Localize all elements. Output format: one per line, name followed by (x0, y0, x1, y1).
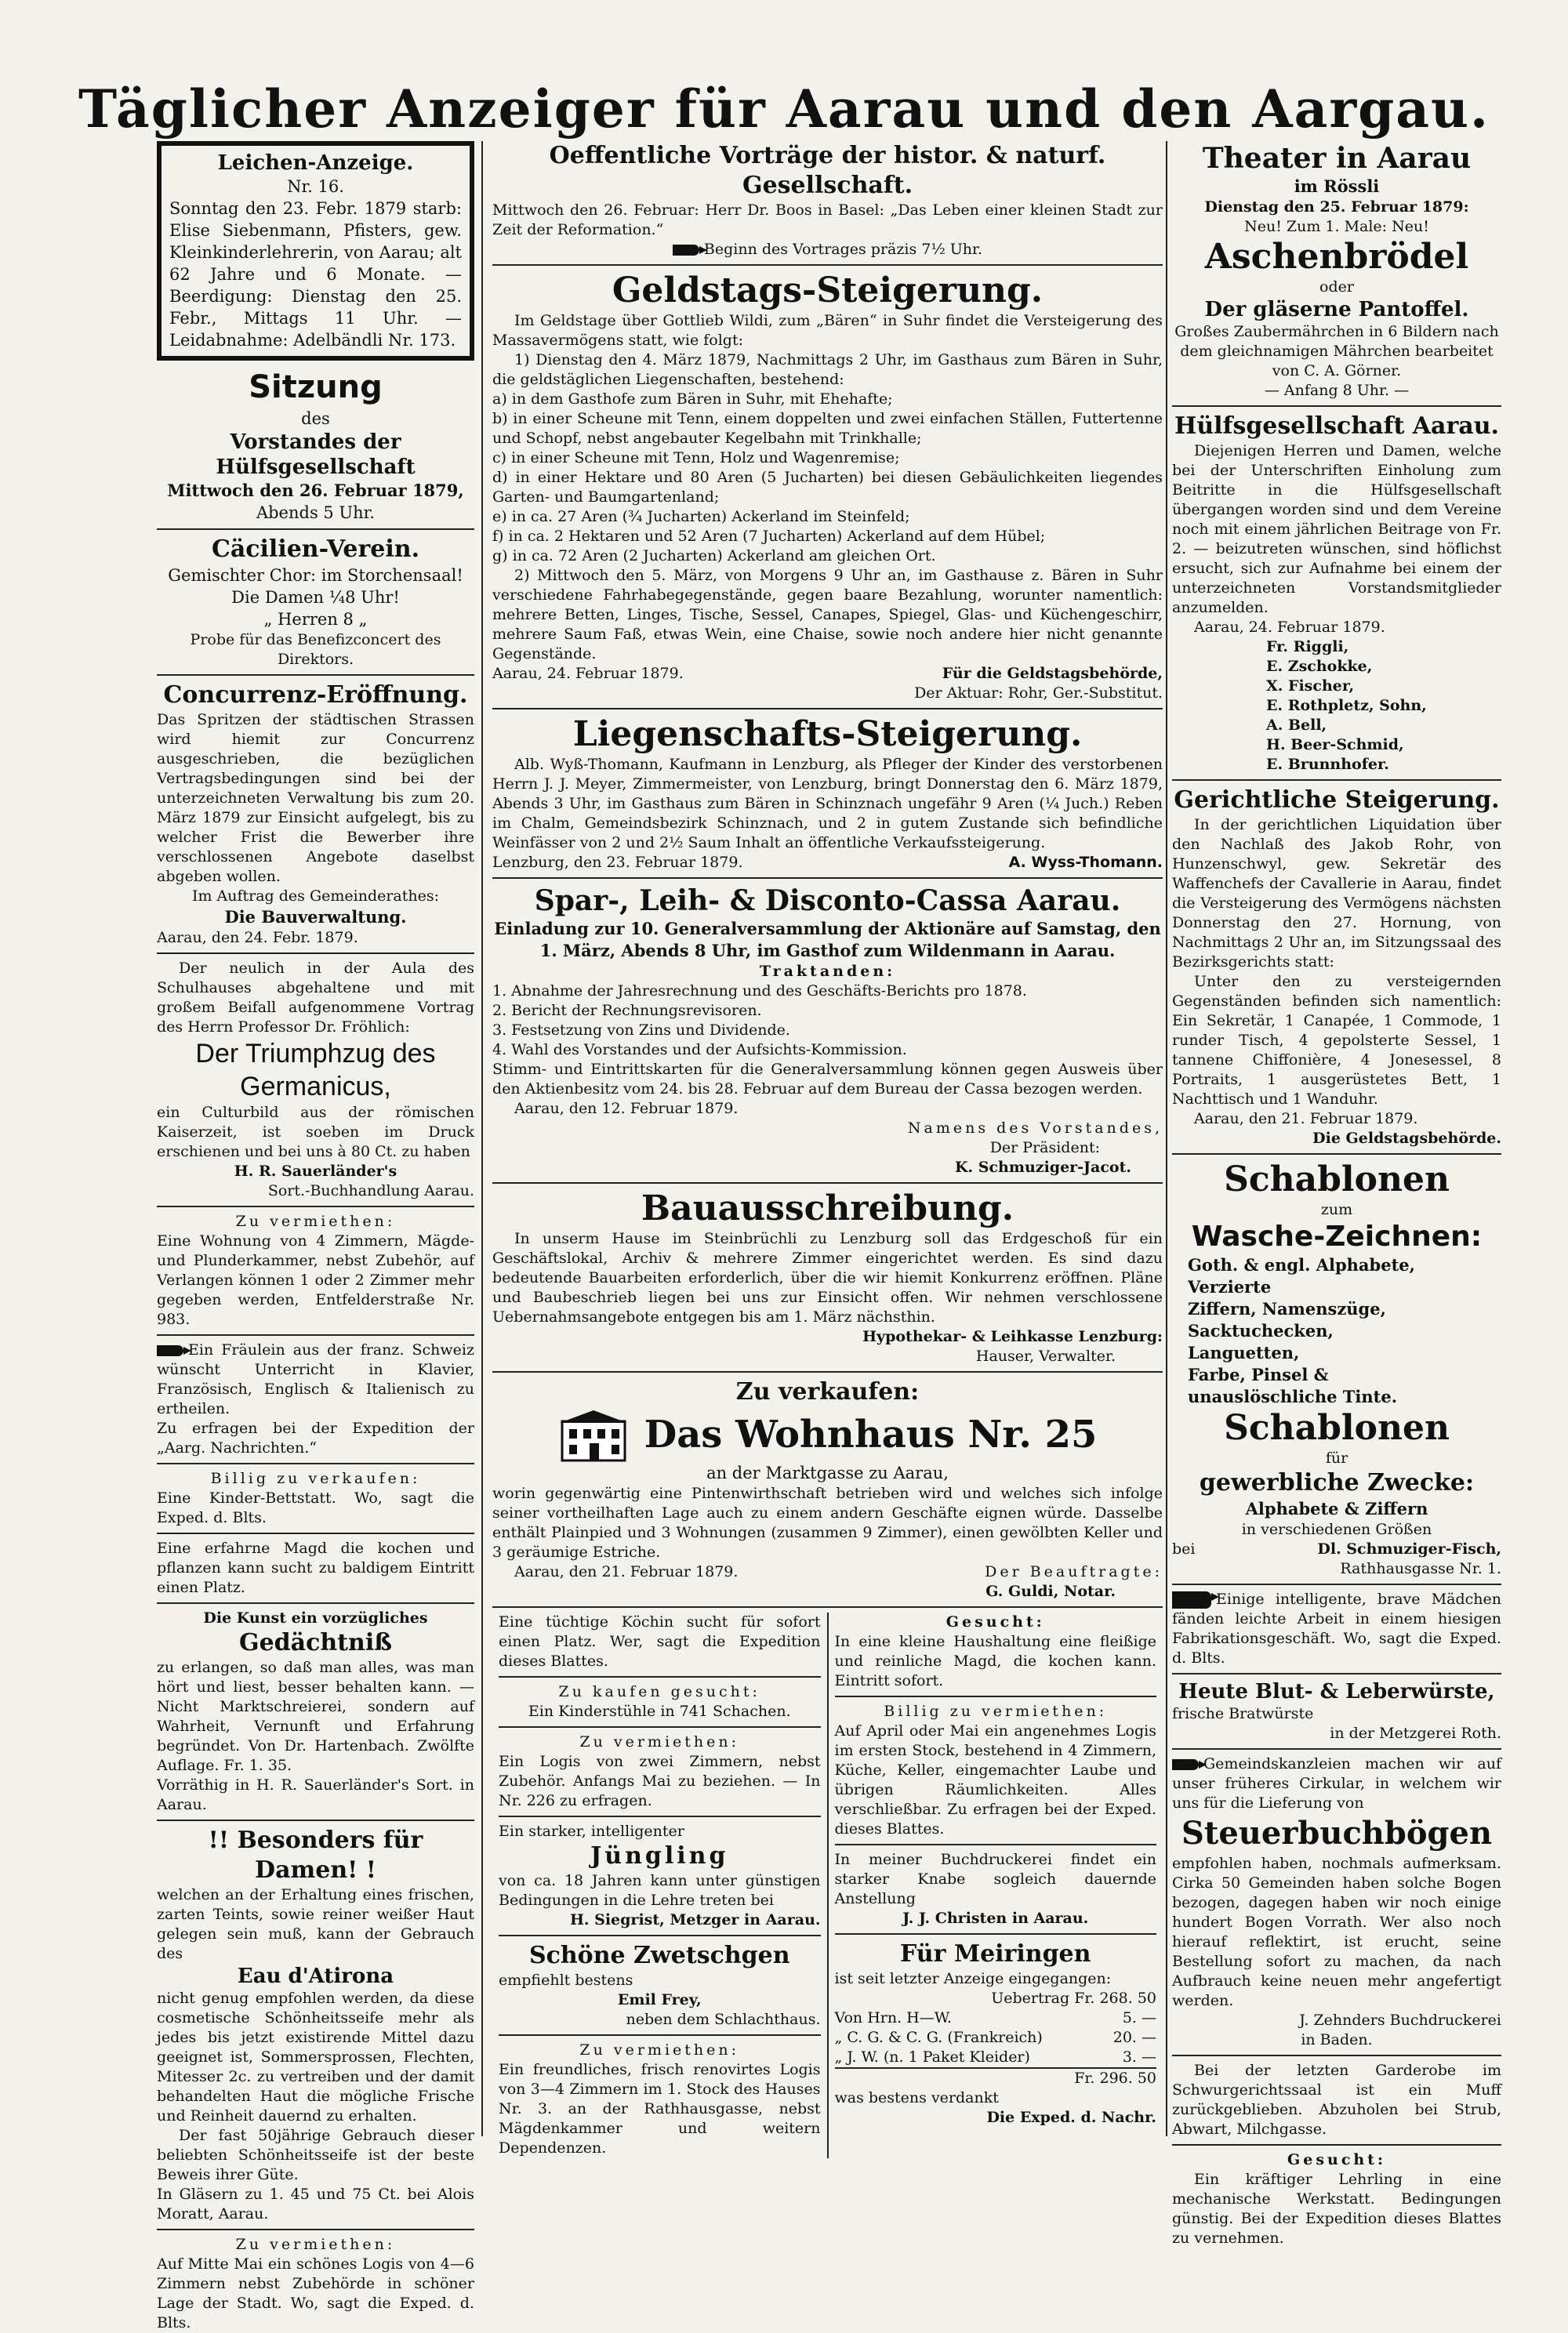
theater-text: Großes Zaubermährchen in 6 Bildern nach dem gleichnamigen Mährchen bearbeitet von C. A. Görner. (1174, 323, 1499, 379)
theater-sub2: Der gläserne Pantoffel. (1204, 298, 1469, 321)
theater-oder: oder (1319, 278, 1354, 296)
meiringen-uebertrag: Uebertrag Fr. 268. 50 (991, 1990, 1156, 2007)
pointing-hand-icon (1172, 1759, 1199, 1770)
schablonen-fuer: für (1325, 1450, 1348, 1467)
theater-ad (1172, 141, 1501, 401)
meiringen-text: ist seit letzter Anzeige eingegangen: (834, 1970, 1112, 1987)
damen-ad (157, 1826, 474, 2224)
caecilien-l1: Gemischter Chor: im Storchensaal! (168, 566, 463, 585)
theater-neu: Neu! Zum 1. Male: Neu! (1244, 218, 1429, 235)
meiringen-donor: „ C. G. & C. G. (Frankreich) (834, 2029, 1043, 2046)
spar-item: 4. Wahl des Vorstandes und der Aufsichts-Kommission. (492, 1041, 907, 1058)
divider (492, 1371, 1163, 1373)
triumph-sig2: Sort.-Buchhandlung Aarau. (267, 1182, 474, 1199)
steuer-sig: J. Zehnders Buchdruckerei (1299, 2012, 1501, 2029)
huelfs-names (1172, 637, 1501, 775)
spar-trakt: Traktanden: (759, 963, 896, 980)
pointing-hand-icon (673, 245, 699, 256)
schablonen-wasche: Wasche-Zeichnen: (1191, 1221, 1483, 1253)
caecilien-ad (157, 535, 474, 669)
maedchen-text: Einige intelligente, brave Mädchen fänden leichte Arbeit in einem hiesigen Fabrikationsgeschäft. Wo, sagt die Exped. d. Blts. (1172, 1591, 1501, 1667)
sitzung-time: Abends 5 Uhr. (256, 503, 376, 522)
liegenschaft-sig: A. Wyss-Thomann. (1008, 854, 1163, 871)
schablonen-line: Ziffern, Namenszüge, (1188, 1299, 1386, 1319)
wuerste-l3: in der Metzgerei Roth. (1330, 1725, 1501, 1742)
concurrenz-auftrag: Im Auftrag des Gemeinderathes: (191, 887, 440, 905)
divider (492, 264, 1163, 266)
wohnhaus-beauftr: Der Beauftragte: (985, 1563, 1163, 1580)
fraeulein-erfragen: Zu erfragen bei der Expedition der „Aarg. Nachrichten.“ (157, 1420, 474, 1457)
billig-head: Billig zu verkaufen: (210, 1470, 421, 1487)
spar-item: 1. Abnahme der Jahresrechnung und des Geschäfts-Berichts pro 1878. (492, 982, 1027, 1000)
billig2-head: Billig zu vermiethen: (884, 1703, 1108, 1720)
verm2-head: Zu vermiethen: (579, 2041, 740, 2059)
meiringen-amount: 5. — (1122, 2009, 1156, 2026)
geldstag-item: b) in einer Scheune mit Tenn, einem doppelten und zwei einfachen Ställen, Futtertenne und Schopf, nebst angebauter Kegelbahn mit Trinkhalle; (492, 410, 1163, 447)
bau-title: Bauausschreibung. (641, 1188, 1014, 1228)
caecilien-l2: Die Damen ¼8 Uhr! (231, 588, 400, 607)
bau-sig: Hauser, Verwalter. (975, 1348, 1116, 1365)
wohnhaus-date: Aarau, den 21. Februar 1879. (514, 1563, 739, 1580)
column-middle (492, 141, 1163, 2157)
theater-title: Theater in Aarau (1202, 142, 1472, 175)
divider (1172, 779, 1501, 781)
schablonen-lines (1172, 1254, 1501, 1408)
schablonen-bei: bei (1172, 1540, 1196, 1558)
huelfs-title: Hülfsgesellschaft Aarau. (1174, 412, 1499, 440)
schablonen-alpha: Alphabete & Ziffern (1245, 1499, 1428, 1518)
huelfs-name: E. Rothpletz, Sohn, (1266, 697, 1427, 714)
wohnhaus-ad (492, 1377, 1163, 1602)
spar-items (492, 981, 1163, 1060)
steuer-intro: Gemeindskanzleien machen wir auf unser früheres Cirkular, in welchem wir uns für die Lieferung von (1172, 1755, 1501, 1812)
gesucht-head: Gesucht: (946, 1613, 1045, 1631)
wohnhaus-sig: G. Guldi, Notar. (985, 1583, 1116, 1600)
juengling-pre: Ein starker, intelligenter (499, 1823, 684, 1840)
meiringen-amount: 20. — (1112, 2029, 1156, 2046)
sitzung-ad (157, 367, 474, 524)
leichen-title: Leichen-Anzeige. (217, 151, 414, 175)
column-right (1172, 141, 1501, 2247)
schablonen-addr: Rathhausgasse Nr. 1. (1340, 1560, 1501, 1577)
triumph-intro: Der neulich in der Aula des Schulhauses abgehaltene und mit großem Beifall aufgenommene Vortrag des Herrn Professor Dr. Fröhlich: (157, 960, 474, 1036)
gedaechtnis-text: zu erlangen, so daß man alles, was man hört und liest, besser behalten kann. — Nicht Marktschreierei, sondern auf Wahrheit, Vernunft und Erfahrung begründet. Von Dr. Hartenbach. Zwölfte Auflage. Fr. 1. 35. (157, 1659, 474, 1774)
meiringen-sig: Die Exped. d. Nachr. (986, 2109, 1156, 2126)
liegenschaft-text: Alb. Wyß-Thomann, Kaufmann in Lenzburg, als Pfleger der Kinder des verstorbenen Herrn J. J. Meyer, Zimmermeister, von Lenzburg, bringt Donnerstag den 6. März 1879, Abends 3 Uhr, im Gasthaus zum Bären in Schinznach ungefähr 9 Aren (¼ Juch.) Reben im Chalm, Gemeindsbezirk Schinznach, und 2 in gutem Zustande sich befindliche Weinfässer von 2 und 2½ Saum Inhalt an öffentliche Verkaufssteigerung. (492, 756, 1163, 851)
steuer-title: Steuerbuchbögen (1181, 1815, 1493, 1852)
verm-head: Zu vermiethen: (579, 1733, 740, 1751)
verm2-text: Ein freundliches, frisch renovirtes Logis von 3—4 Zimmern im 1. Stock des Hauses Nr. 3. an der Rathhausgasse, nebst Mägdenkammer und weitern Dependenzen. (499, 2061, 821, 2157)
huelfs-name: E. Brunnhofer. (1266, 756, 1389, 773)
divider (1172, 1584, 1501, 1585)
lehrling-ad (1172, 2150, 1501, 2248)
geldstag-item: g) in ca. 72 Aren (2 Jucharten) Ackerland am gleichen Ort. (492, 547, 936, 564)
column-rule-1 (481, 141, 483, 2136)
schablonen-line: Goth. & engl. Alphabete, (1188, 1255, 1415, 1275)
schablonen-line: Sacktuchecken, (1188, 1321, 1334, 1341)
schablonen-line: Verzierte (1188, 1277, 1272, 1297)
geldstag-item: a) in dem Gasthofe zum Bären in Suhr, mit Ehehafte; (492, 390, 893, 408)
gedaechtnis-vorr: Vorräthig in H. R. Sauerländer's Sort. in Aarau. (157, 1776, 474, 1813)
leichen-anzeige (157, 141, 474, 361)
caecilien-title: Cäcilien-Verein. (211, 535, 420, 563)
concurrenz-text: Das Spritzen der städtischen Strassen wird hiemit zur Concurrenz ausgeschrieben, die bezüglichen Vertragsbedingungen sind bei der unterzeichneten Verwaltung bis zum 20. März 1879 zur Einsicht aufgelegt, bis zu welcher Frist die Bewerber ihre verschlossenen Angebote daselbst abgeben wollen. (157, 711, 474, 885)
koechin-ad: Eine tüchtige Köchin sucht für sofort einen Platz. Wer, sagt die Expedition dieses Blattes. (499, 1613, 821, 1670)
steuer-text: empfohlen haben, nochmals aufmerksam. Cirka 50 Gemeinden haben solche Bogen bezogen, dagegen haben wir noch einige hundert Bogen Vorrath. Wer also noch hierauf reflektirt, ist erucht, seine Bestellung sofort zu machen, da nach Aufbrauch keine neuen mehr angefertigt werden. (1172, 1855, 1501, 2009)
juengling-text: von ca. 18 Jahren kann unter günstigen Bedingungen in die Lehre treten bei (499, 1872, 821, 1909)
damen-text2: nicht genug empfohlen werden, da diese cosmetische Schönheitsseife mehr als jedes bis jetzt existirende Mittel dazu geeignet ist, Sommersprossen, Flechten, Mitesser 2c. zu vertreiben und der damit behandelten Haut die mögliche Frische und Reinheit dauernd zu erhalten. (157, 1990, 474, 2124)
divider (835, 1844, 1157, 1845)
schablonen-zum: zum (1320, 1201, 1353, 1218)
divider (157, 1463, 474, 1464)
pointing-hand-icon (1172, 1591, 1211, 1609)
small-ads-left (492, 1613, 827, 2158)
vortraege-title: Oeffentliche Vorträge der histor. & naturf. Gesellschaft. (549, 142, 1106, 199)
huelfs-name: X. Fischer, (1266, 677, 1355, 695)
damen-product: Eau d'Atirona (237, 1965, 394, 1988)
spar-praes: Der Präsident: (989, 1139, 1100, 1156)
geldstag-date: Aarau, 24. Februar 1879. (492, 665, 684, 682)
liegenschaft-title: Liegenschafts-Steigerung. (572, 714, 1083, 754)
damen-text4: In Gläsern zu 1. 45 und 75 Ct. bei Alois Moratt, Aarau. (157, 2186, 474, 2222)
divider (157, 528, 474, 530)
schablonen-line: Languetten, (1188, 1343, 1300, 1362)
geldstag-item: d) in einer Hektare und 80 Aren (5 Jucharten) bei diesen Gebäulichkeiten liegendes Garten- und Baumgartenland; (492, 469, 1163, 506)
divider (499, 2034, 821, 2036)
wuerste-title: Heute Blut- & Leberwürste, (1178, 1680, 1495, 1703)
spar-title: Spar-, Leih- & Disconto-Cassa Aarau. (534, 884, 1121, 917)
divider (1172, 1673, 1501, 1674)
geldstag-title: Geldstags-Steigerung. (612, 270, 1044, 310)
spar-sig: K. Schmuziger-Jacot. (955, 1159, 1131, 1176)
meiringen-row (835, 2048, 1157, 2067)
kaufen-text: Ein Kinderstühle in 741 Schachen. (528, 1703, 791, 1720)
zwetschgen-title: Schöne Zwetschgen (528, 1942, 790, 1969)
small-ads-right (827, 1613, 1163, 2158)
gedaechtnis-pre: Die Kunst ein vorzügliches (203, 1609, 428, 1627)
masthead: Täglicher Anzeiger für Aarau und den Aargau. (78, 78, 1490, 140)
theater-anfang: — Anfang 8 Uhr. — (1264, 382, 1410, 399)
meiringen-donor: Von Hrn. H—W. (834, 2009, 952, 2026)
schablonen-line: unauslöschliche Tinte. (1188, 1387, 1398, 1406)
theater-sub: im Rössli (1294, 176, 1380, 196)
meiringen-donor: „ J. W. (n. 1 Paket Kleider) (834, 2048, 1030, 2066)
kaufen-head: Zu kaufen gesucht: (558, 1683, 760, 1700)
pointing-hand-icon (157, 1345, 183, 1356)
triumph-sig: H. R. Sauerländer's (234, 1163, 397, 1180)
huelfs-name: Fr. Riggli, (1266, 638, 1349, 655)
huelfs-date: Aarau, 24. Februar 1879. (1194, 619, 1385, 636)
concurrenz-title: Concurrenz-Eröffnung. (163, 681, 468, 709)
fraeulein-text: Ein Fräulein aus der franz. Schweiz wünscht Unterricht in Klavier, Französisch, Englisch & Italienisch zu ertheilen. (157, 1341, 474, 1417)
druckerei-text: In meiner Buchdruckerei findet ein starker Knabe sogleich dauernde Anstellung (834, 1851, 1156, 1907)
vortraege-text: Mittwoch den 26. Februar: Herr Dr. Boos in Basel: „Das Leben einer kleinen Stadt zur Zeit der Reformation.“ (492, 201, 1163, 238)
geldstag-item: c) in einer Scheune mit Tenn, Holz und Wagenremise; (492, 449, 900, 466)
schablonen-title: Schablonen (1224, 1159, 1450, 1199)
gesucht-text: In eine kleine Haushaltung eine fleißige und reinliche Magd, die kochen kann. Eintritt sofort. (834, 1633, 1156, 1689)
zwetschgen-sig2: neben dem Schlachthaus. (626, 2011, 821, 2028)
divider (492, 877, 1163, 879)
divider (157, 1533, 474, 1534)
bau-inst: Hypothekar- & Leihkasse Lenzburg: (862, 1328, 1163, 1345)
leichen-text: Sonntag den 23. Febr. 1879 starb: Elise Siebenmann, Pfisters, gew. Kleinkinderlehrerin, von Aarau; alt 62 Jahre und 6 Monate. — Beerdigung: Dienstag den 25. Febr., Mittags 11 Uhr. — Leidabnahme: Adelbändli Nr. 173. (169, 199, 462, 350)
divider (157, 674, 474, 676)
gericht-text2: Unter den zu versteigernden Gegenständen befinden sich namentlich: Ein Sekretär, 1 Canapée, 1 Commode, 1 runder Tisch, 4 gepolsterte Sessel, 1 tannene Chiffonière, 4 Jonesessel, 8 Portraits, 1 ausgerüstetes Bett, 1 Nachttisch und 1 Wanduhr. (1172, 973, 1501, 1108)
damen-title: !! Besonders für Damen! ! (208, 1827, 423, 1884)
lehrling-head: Gesucht: (1287, 2151, 1386, 2168)
sitzung-des: des (301, 409, 330, 428)
divider (157, 1206, 474, 1207)
gedaechtnis-ad (157, 1609, 474, 1815)
billig-ad (157, 1469, 474, 1528)
caecilien-l3: „ Herren 8 „ (263, 610, 368, 629)
triumph-title: Der Triumphzug des Germanicus, (195, 1039, 436, 1101)
theater-play: Aschenbrödel (1204, 237, 1469, 277)
huelfs-name: A. Bell, (1266, 717, 1327, 734)
divider (157, 1334, 474, 1336)
divider (1172, 2144, 1501, 2146)
meiringen-rows (835, 2008, 1157, 2067)
geldstag-intro: Im Geldstage über Gottlieb Wildi, zum „Bären“ in Suhr findet die Versteigerung des Massavermögens statt, wie folgt: (492, 312, 1163, 349)
spar-namens: Namens des Vorstandes, (907, 1119, 1163, 1137)
spar-ad (492, 883, 1163, 1177)
magd-ad: Eine erfahrne Magd die kochen und pflanzen kann sucht zu baldigem Eintritt einen Platz. (157, 1540, 474, 1596)
divider (835, 1696, 1157, 1697)
geldstag-item: e) in ca. 27 Aren (¾ Jucharten) Ackerland im Steinfeld; (492, 508, 910, 525)
gericht-text: In der gerichtlichen Liquidation über den Nachlaß des Jakob Rohr, von Hunzenschwyl, gew. Sekretär des Waffenchefs der Cavallerie in Aarau, findet die Versteigerung des Vermögens nächsten Donnerstag den 27. Hornung, von Nachmittags 2 Uhr an, im Sitzungssaal des Bezirksgerichts statt: (1172, 816, 1501, 971)
concurrenz-sig: Die Bauverwaltung. (224, 907, 407, 927)
theater-date: Dienstag den 25. Februar 1879: (1204, 198, 1469, 216)
geldstag-item: f) in ca. 2 Hektaren und 52 Aren (7 Jucharten) Ackerland auf dem Hübel; (492, 528, 1046, 545)
damen-text3: Der fast 50jährige Gebrauch dieser beliebten Schönheitsseife ist der beste Beweis ihrer Güte. (157, 2127, 474, 2183)
schablonen-sig: Dl. Schmuziger-Fisch, (1317, 1540, 1501, 1558)
divider (157, 952, 474, 954)
spar-einladung: Einladung zur 10. Generalversammlung der Aktionäre auf Samstag, den 1. März, Abends 8 Uhr, im Gasthof zum Wildenmann in Aarau. (494, 919, 1161, 960)
bau-ad (492, 1188, 1163, 1366)
druckerei-sig: J. J. Christen in Aarau. (902, 1910, 1089, 1927)
geldstag-ad (492, 270, 1163, 703)
house-icon (558, 1407, 629, 1462)
huelfs-name: E. Zschokke, (1266, 658, 1373, 675)
divider (499, 1676, 821, 1678)
column-left (157, 141, 474, 2331)
divider (157, 2229, 474, 2230)
vermiethen2-head: Zu vermiethen: (235, 2236, 396, 2253)
vermiethen2-text: Auf Mitte Mai ein schönes Logis von 4—6 Zimmern nebst Zubehörde in schöner Lage der Stadt. Wo, sagt die Exped. d. Blts. (157, 2255, 474, 2331)
vermiethen-ad-2 (157, 2235, 474, 2333)
wohnhaus-head: Zu verkaufen: (735, 1378, 920, 1406)
schablonen-zwecke: gewerbliche Zwecke: (1199, 1469, 1475, 1497)
meiringen-row (835, 2028, 1157, 2048)
meiringen-total: Fr. 296. 50 (835, 2067, 1157, 2088)
divider (1172, 1748, 1501, 1750)
billig2-text: Auf April oder Mai ein angenehmes Logis im ersten Stock, bestehend in 4 Zimmern, Küche, Keller, eingemachter Laube und übrigen Räumlichkeiten. Alles verschließbar. Zu erfragen bei der Exped. dieses Blattes. (834, 1722, 1156, 1838)
steuer-ad (1172, 1754, 1501, 2050)
vermiethen-ad-1 (157, 1212, 474, 1330)
divider (1172, 405, 1501, 407)
schablonen-groessen: in verschiedenen Größen (1241, 1521, 1432, 1538)
juengling-sig: H. Siegrist, Metzger in Aarau. (569, 1911, 821, 1928)
divider (492, 1606, 1163, 1608)
schablonen-line: Farbe, Pinsel & (1188, 1365, 1329, 1384)
schablonen-ad (1172, 1159, 1501, 1579)
verm-text: Ein Logis von zwei Zimmern, nebst Zubehör. Anfangs Mai zu beziehen. — In Nr. 226 zu erfragen. (499, 1753, 821, 1809)
column-rule-2 (1166, 141, 1167, 2136)
divider (1172, 1153, 1501, 1155)
divider (157, 1820, 474, 1821)
wuerste-l2: frische Bratwürste (1172, 1705, 1314, 1722)
vermiethen-head: Zu vermiethen: (235, 1213, 396, 1230)
steuer-sig2: in Baden. (1301, 2031, 1373, 2048)
divider (499, 1726, 821, 1728)
liegenschaft-date: Lenzburg, den 23. Februar 1879. (492, 854, 743, 871)
zwetschgen-sig: Emil Frey, (617, 1991, 702, 2008)
divider (499, 1816, 821, 1817)
gericht-ad (1172, 786, 1501, 1148)
billig-text: Eine Kinder-Bettstatt. Wo, sagt die Exped. d. Blts. (157, 1489, 474, 1526)
vortraege-ad (492, 141, 1163, 259)
huelfs-name: H. Beer-Schmid, (1266, 736, 1404, 753)
spar-stimm: Stimm- und Eintrittskarten für die Generalversammlung können gegen Ausweis über den Aktienbesitz vom 24. bis 28. Februar auf dem Bureau der Cassa bezogen werden. (492, 1061, 1163, 1098)
wohnhaus-title: Das Wohnhaus Nr. 25 (644, 1413, 1098, 1457)
wohnhaus-sub: an der Marktgasse zu Aarau, (706, 1464, 949, 1482)
triumph-ad (157, 959, 474, 1201)
leichen-nr: Nr. 16. (287, 177, 344, 196)
gedaechtnis-title: Gedächtniß (238, 1629, 393, 1656)
lehrling-text: Ein kräftiger Lehrling in eine mechanische Werkstatt. Bedingungen günstig. Bei der Expedition dieses Blattes zu vernehmen. (1172, 2171, 1501, 2247)
juengling-title: Jüngling (590, 1842, 729, 1870)
zwetschgen-text: empfiehlt bestens (499, 1972, 633, 1989)
caecilien-l4: Probe für das Benefizconcert des Direktors. (190, 631, 441, 668)
triumph-text: ein Culturbild aus der römischen Kaiserzeit, ist soeben im Druck erschienen und bei uns à 80 Ct. zu haben (157, 1104, 474, 1160)
divider (1172, 2055, 1501, 2056)
geldstag-sig: Der Aktuar: Rohr, Ger.-Substitut. (914, 684, 1163, 702)
damen-text1: welchen an der Erhaltung eines frischen, zarten Teints, sowie reiner weißer Haut gelegen sein muß, kann der Gebrauch des (157, 1886, 474, 1962)
divider (835, 1933, 1157, 1935)
wuerste-ad (1172, 1679, 1501, 1743)
bau-text: In unserm Hause im Steinbrüchli zu Lenzburg soll das Erdgeschoß für ein Geschäftslokal, Archiv & mehrere Zimmer eingerichtet werden. Es sind dazu bedeutende Bauarbeiten erforderlich, über die wir hiemit Konkurrenz eröffnen. Pläne und Baubeschrieb liegen bei uns zur Einsicht offen. Wir nehmen verschlossene Uebernahmsangebote entgegen bis am 1. März nächsthin. (492, 1230, 1163, 1326)
huelfs-ad (1172, 412, 1501, 775)
muff-ad: Bei der letzten Garderobe im Schwurgerichtssaal ist ein Muff zurückgeblieben. Abzuholen bei Strub, Abwart, Milchgasse. (1172, 2062, 1501, 2138)
geldstag-p2: 2) Mittwoch den 5. März, von Morgens 9 Uhr an, im Gasthause z. Bären in Suhr verschiedene Fahrhabegegenstände, gegen baare Bezahlung, worunter namentlich: mehrere Betten, Linges, Tische, Sessel, Canapes, Spiegel, Glas- und Küchengeschirr, mehrere Saum Faß, etwas Wein, eine Chaise, sowie noch andere hier nicht genannte Gegenstände. (492, 567, 1163, 662)
geldstag-fuer: Für die Geldstagsbehörde, (942, 665, 1163, 682)
divider (499, 1935, 821, 1936)
gericht-sig: Die Geldstagsbehörde. (1312, 1130, 1501, 1147)
spar-item: 3. Festsetzung von Zins und Dividende. (492, 1021, 790, 1039)
sitzung-date: Mittwoch den 26. Februar 1879, (167, 481, 464, 500)
sitzung-body: Vorstandes der Hülfsgesellschaft (216, 430, 416, 479)
geldstag-p1: 1) Dienstag den 4. März 1879, Nachmittags 2 Uhr, im Gasthaus zum Bären in Suhr, die geldstäglichen Liegenschaften, bestehend: (492, 351, 1163, 388)
gericht-date: Aarau, den 21. Februar 1879. (1194, 1110, 1418, 1127)
sitzung-title: Sitzung (249, 369, 383, 405)
meiringen-verdankt: was bestens verdankt (834, 2089, 999, 2106)
meiringen-title: Für Meiringen (900, 1940, 1091, 1968)
divider (157, 1602, 474, 1604)
concurrenz-date: Aarau, den 24. Febr. 1879. (157, 929, 358, 946)
schablonen-title2: Schablonen (1224, 1408, 1450, 1448)
concurrenz-ad (157, 680, 474, 948)
vermiethen-text: Eine Wohnung von 4 Zimmern, Mägde- und Plunderkammer, nebst Zubehör, auf Verlangen können 1 oder 2 Zimmer mehr gegeben werden, Entfelderstraße Nr. 983. (157, 1232, 474, 1328)
spar-item: 2. Bericht der Rechnungsrevisoren. (492, 1002, 762, 1019)
divider (492, 1182, 1163, 1184)
divider (492, 708, 1163, 709)
geldstag-items (492, 390, 1163, 566)
meiringen-row (835, 2008, 1157, 2028)
liegenschaft-ad (492, 714, 1163, 873)
vortraege-beginn: Beginn des Vortrages präzis 7½ Uhr. (703, 241, 983, 258)
spar-date: Aarau, den 12. Februar 1879. (514, 1100, 739, 1117)
small-ads (492, 1613, 1163, 2158)
huelfs-text: Diejenigen Herren und Damen, welche bei der Unterschriften Einholung zum Beitritte in die Hülfsgesellschaft übergangen worden sind und dem Vereine noch mit einem jährlichen Beitrage von Fr. 2. — beizutreten wünschen, sind höflichst ersucht, sich zur Aufnahme bei einem der unterzeichneten Vorstandsmitglieder anzumelden. (1172, 442, 1501, 616)
meiringen-amount: 3. — (1122, 2048, 1156, 2066)
gericht-title: Gerichtliche Steigerung. (1174, 786, 1500, 814)
wohnhaus-text: worin gegenwärtig eine Pintenwirthschaft betrieben wird und welches sich infolge seiner vortheilhaften Lage auch zu einem andern Geschäfte eignen würde. Dasselbe enthält Plainpied und 3 Wohnungen (zusammen 9 Zimmer), einen gewölbten Keller und 3 geräumige Estriche. (492, 1485, 1163, 1561)
maedchen-ad (1172, 1590, 1501, 1668)
fraeulein-ad (157, 1341, 474, 1458)
